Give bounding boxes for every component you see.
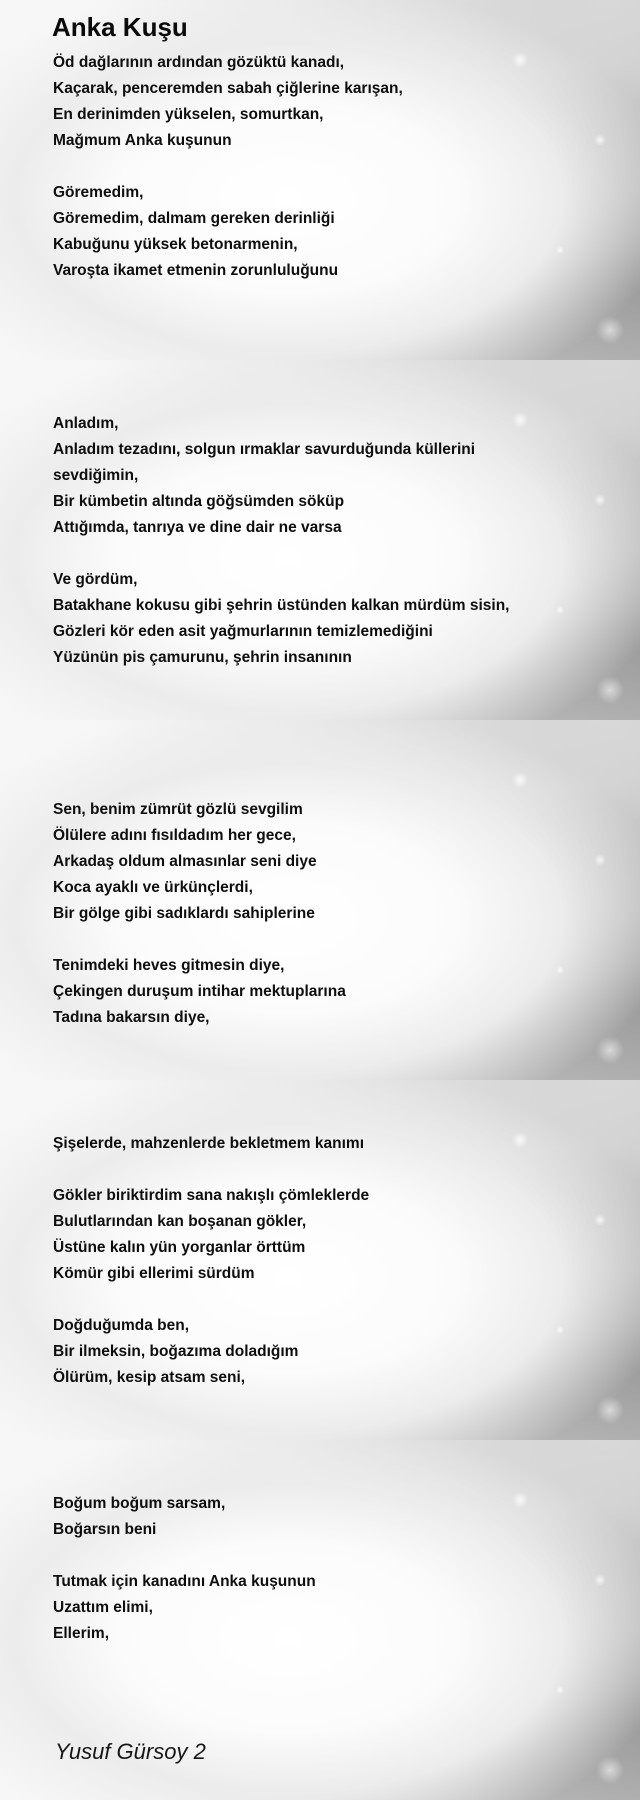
stanza — [53, 797, 613, 927]
poem-line: Varoşta ikamet etmenin zorunluluğunu — [53, 262, 339, 279]
poem-line: Ellerim, — [53, 1625, 109, 1642]
poem-line: Tadına bakarsın diye, — [53, 1009, 210, 1026]
poem-line: Koca ayaklı ve ürkünçlerdi, — [53, 879, 253, 896]
stanza — [53, 1569, 613, 1647]
poem-line: Bir ilmeksin, boğazıma doladığım — [53, 1343, 299, 1360]
stanza — [53, 411, 613, 541]
stanza — [53, 953, 613, 1031]
poem-line: Tutmak için kanadını Anka kuşunun — [53, 1573, 316, 1590]
poem-line: Ölülere adını fısıldadım her gece, — [53, 827, 296, 844]
poem-line: Uzattım elimi, — [53, 1599, 153, 1616]
stanza — [53, 1183, 613, 1287]
poem-line: Mağmum Anka kuşunun — [53, 132, 232, 149]
stanza — [53, 567, 613, 671]
author-signature: Yusuf Gürsoy 2 — [55, 1739, 206, 1764]
poem-line: Anladım tezadını, solgun ırmaklar savurduğunda küllerini — [53, 441, 476, 458]
poem-line: Şişelerde, mahzenlerde bekletmem kanımı — [53, 1135, 364, 1152]
poem-line: Attığımda, tanrıya ve dine dair ne varsa — [53, 519, 342, 536]
poem-line: Öd dağlarının ardından gözüktü kanadı, — [53, 54, 345, 71]
poem-line: Bulutlarından kan boşanan gökler, — [53, 1213, 307, 1230]
poem-line: Yüzünün pis çamurunu, şehrin insanının — [53, 649, 352, 666]
poem-line: Tenimdeki heves gitmesin diye, — [53, 957, 285, 974]
poem-line: Kaçarak, penceremden sabah çiğlerine karışan, — [53, 80, 403, 97]
poem-line: Ölürüm, kesip atsam seni, — [53, 1369, 246, 1386]
poem-line: Bir gölge gibi sadıklardı sahiplerine — [53, 905, 315, 922]
poem-line: Üstüne kalın yün yorganlar örttüm — [53, 1239, 306, 1256]
poem-line: Gözleri kör eden asit yağmurlarının temizlemediğini — [53, 623, 433, 640]
poem-line: sevdiğimin, — [53, 467, 139, 484]
poem-line: Boğarsın beni — [53, 1521, 157, 1538]
poem-line: Boğum boğum sarsam, — [53, 1495, 226, 1512]
poem-line: Sen, benim zümrüt gözlü sevgilim — [53, 801, 303, 818]
poem-line: Göremedim, — [53, 184, 144, 201]
poem-line: Arkadaş oldum almasınlar seni diye — [53, 853, 317, 870]
poem-line: Çekingen duruşum intihar mektuplarına — [53, 983, 346, 1000]
poem-line: Doğduğumda ben, — [53, 1317, 190, 1334]
poem-line: Bir kümbetin altında göğsümden söküp — [53, 493, 345, 510]
stanza — [53, 180, 613, 284]
poem-line: Anladım, — [53, 415, 119, 432]
poem-line: Kömür gibi ellerimi sürdüm — [53, 1265, 255, 1282]
poem-line: Kabuğunu yüksek betonarmenin, — [53, 236, 298, 253]
stanza — [53, 50, 613, 154]
poem-line: Batakhane kokusu gibi şehrin üstünden kalkan mürdüm sisin, — [53, 597, 510, 614]
poem-line: Gökler biriktirdim sana nakışlı çömleklerde — [53, 1187, 370, 1204]
poem-line: En derinimden yükselen, somurtkan, — [53, 106, 324, 123]
stanza — [53, 1491, 613, 1543]
poem-line: Göremedim, dalmam gereken derinliği — [53, 210, 335, 227]
poem-title: Anka Kuşu — [52, 12, 188, 42]
poem-line: Ve gördüm, — [53, 571, 138, 588]
stanza — [53, 1131, 613, 1157]
stanza — [53, 1313, 613, 1391]
